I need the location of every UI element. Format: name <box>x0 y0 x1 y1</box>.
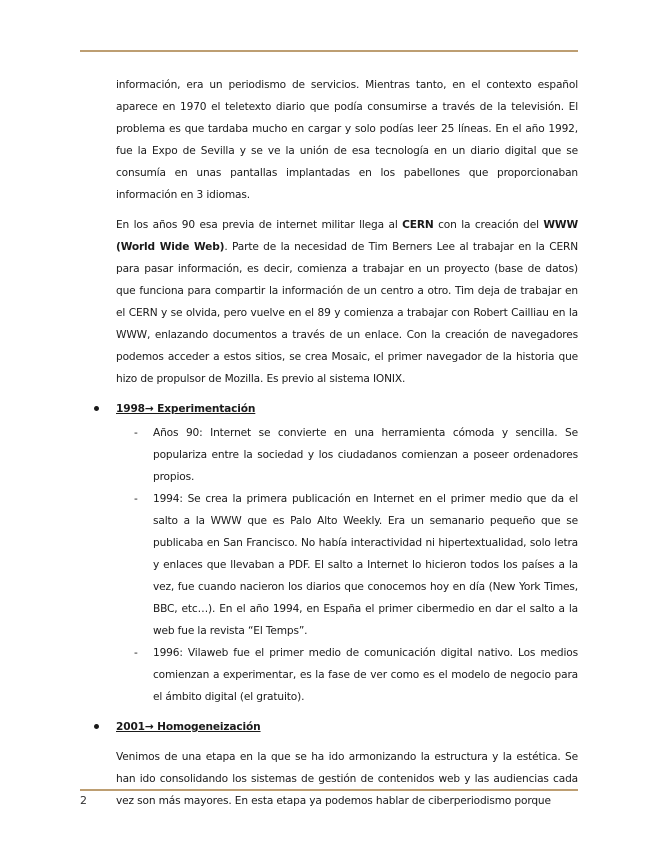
cern-bold-term: CERN <box>402 219 434 231</box>
section-title-homogeneizacion: 2001→ Homogeneización <box>116 721 261 733</box>
paragraph-homogeneizacion: Venimos de una etapa en la que se ha ido armonizando la estructura y la estética. Se han ido consolidando los sistemas de gestión de contenidos web y las audiencias cada vez son más mayores. En esta etapa ya podemos hablar de ciberperiodismo porque <box>116 751 578 807</box>
section-homogeneizacion <box>116 716 578 738</box>
www-bold-term: WWW (World Wide Web) <box>116 219 578 253</box>
paragraph-teletexto: información, era un periodismo de servicios. Mientras tanto, en el contexto español aparece en 1970 el teletexto diario que podía consumirse a través de la televisión. El problema es que tardaba mucho en cargar y solo podías leer 25 líneas. En el año 1992, fue la Expo de Sevilla y se ve la unión de esa tecnología en un diario digital que se consumía en unas pantallas implantadas en los pabellones que proporcionaban información en 3 idiomas. <box>116 79 578 201</box>
paragraph-cern <box>116 214 578 390</box>
page-content <box>116 74 578 812</box>
list-item-1994: - 1994: Se crea la primera publicación en Internet en el primer medio que da el salto a la WWW que es Palo Alto Weekly. Era un semanario pequeño que se publicaba en San Francisco. No había interactividad ni hipertextualidad, solo letra y enlaces que llevaban a PDF. El salto a Internet lo hicieron todos los países a la vez, fue cuando nacieron los diarios que conocemos hoy en día (New York Times, BBC, etc…). En el año 1994, en España el primer cibermedio en dar el salto a la web fue la revista “El Temps”. <box>116 488 578 642</box>
section-title-experimentacion: 1998→ Experimentación <box>116 403 256 415</box>
cern-text-2: con la creación del <box>433 219 544 231</box>
footer-rule <box>80 789 578 791</box>
bullet-icon <box>94 406 99 411</box>
list-item-anos-90: - Años 90: Internet se convierte en una herramienta cómoda y sencilla. Se populariza entre la sociedad y los ciudadanos comienzan a poseer ordenadores propios. <box>116 422 578 488</box>
page-number: 2 <box>80 794 87 807</box>
cern-text-3: . Parte de la necesidad de Tim Berners Lee al trabajar en la CERN para pasar información, es decir, comienza a trabajar en un proyecto (base de datos) que funciona para compartir la información de un centro a otro. Tim deja de trabajar en el CERN y se olvida, pero vuelve en el 89 y comienza a trabajar con Robert Cailliau en la WWW, enlazando documentos a través de un enlace. Con la creación de navegadores podemos acceder a estos sitios, se crea Mosaic, el primer navegador de la historia que hizo de propulsor de Mozilla. Es previo al sistema IONIX. <box>116 241 578 385</box>
bullet-icon <box>94 724 99 729</box>
header-rule <box>80 50 578 52</box>
dash-list <box>116 422 578 708</box>
section-experimentacion <box>116 398 578 708</box>
list-item-1996: - 1996: Vilaweb fue el primer medio de comunicación digital nativo. Los medios comienzan a experimentar, es la fase de ver como es el modelo de negocio para el ámbito digital (el gratuito). <box>116 642 578 708</box>
cern-text-1: En los años 90 esa previa de internet militar llega al <box>116 219 403 231</box>
